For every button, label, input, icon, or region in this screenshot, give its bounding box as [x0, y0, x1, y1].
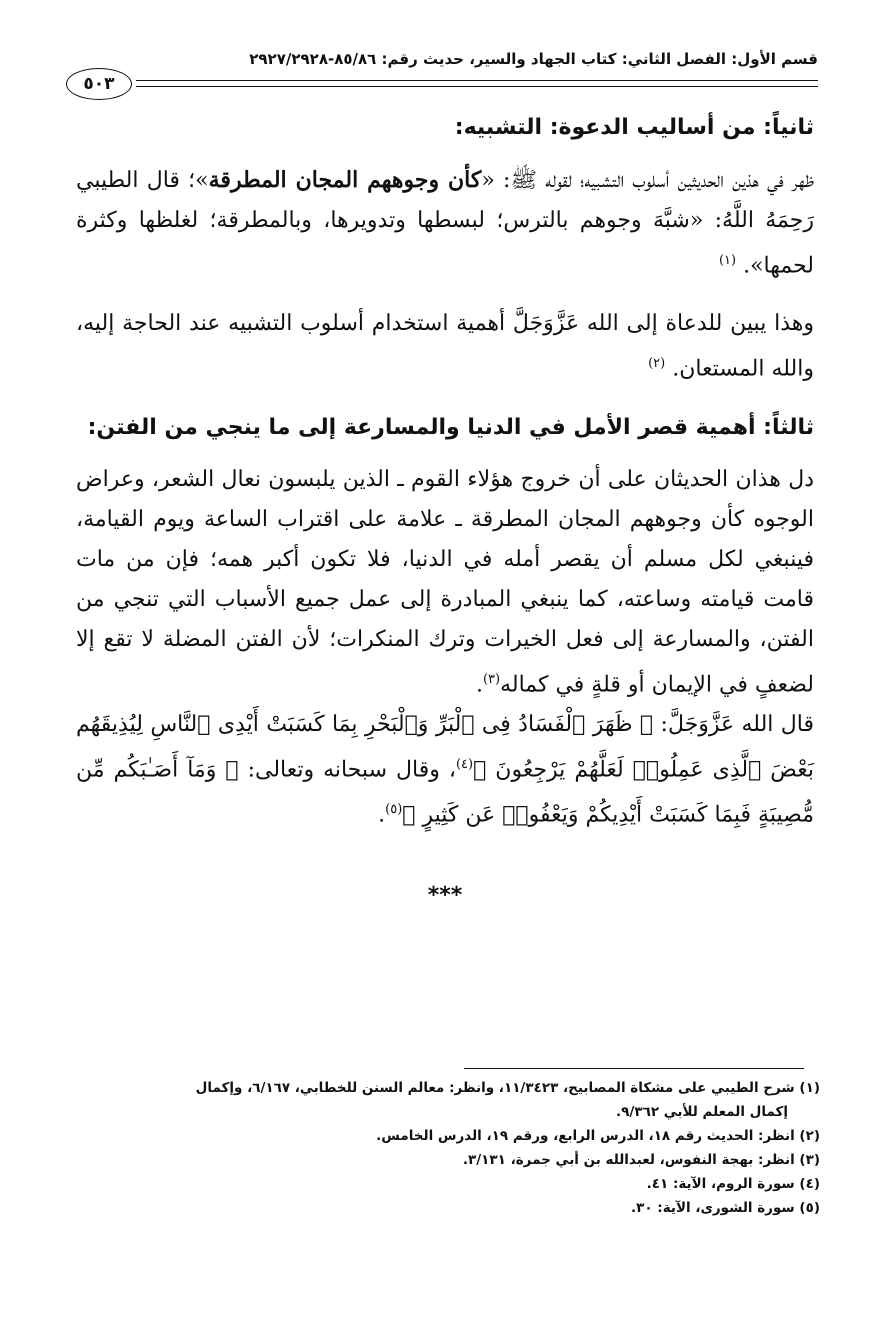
section2-paragraph-2 — [76, 304, 814, 389]
page-number: ٥٠٣ — [66, 68, 132, 100]
hadith-quote: كأن وجوههم المجان المطرقة — [208, 167, 482, 193]
footnote-text: انظر: الحديث رقم ١٨، الدرس الرابع، ورقم ١٩، الدرس الخامس. — [376, 1128, 795, 1144]
header-rule — [136, 80, 818, 81]
header-rule-double — [136, 86, 818, 87]
p2-text: وهذا يبين للدعاة إلى الله عَزَّوَجَلَّ أهمية استخدام أسلوب التشبيه عند الحاجة إليه، والله المستعان. — [76, 311, 814, 382]
p1-text-b: »؛ قال الطيبي رَحِمَهُ اللَّهُ: «شبَّهَ وجوهم بالترس؛ لبسطها وتدويرها، وبالمطرقة؛ لغلظها وكثرة لحمها». — [76, 168, 814, 279]
footnote-number: (١) — [799, 1080, 820, 1096]
footnote-1-continuation: إكمال المعلم للأبي ٩/٣٦٢. — [616, 1104, 788, 1120]
page-header — [66, 50, 818, 108]
section-heading-2: ثانياً: من أساليب الدعوة: التشبيه: — [454, 115, 814, 140]
section2-paragraph-1 — [76, 160, 814, 286]
footnote-ref-1[interactable]: (١) — [718, 253, 737, 268]
footnote-5 — [70, 1196, 820, 1220]
p1-text-a: ظهر في هذين الحديثين أسلوب التشبيه؛ لقوله ﷺ: « — [481, 168, 814, 193]
footnote-text: انظر: بهجة النفوس، لعبدالله بن أبي جمرة، ٣/١٣١. — [462, 1152, 795, 1168]
footnote-1 — [70, 1076, 820, 1100]
running-title: قسم الأول: الفصل الثاني: كتاب الجهاد والسير، حديث رقم: ٨٥/٨٦-٢٩٢٧/٢٩٢٨ — [249, 50, 818, 68]
footnote-text: سورة الشورى، الآية: ٣٠. — [630, 1200, 795, 1216]
footnote-rule — [464, 1068, 804, 1069]
quran-verse-2: ﴿ وَمَآ أَصَـٰبَكُم مِّن مُّصِيبَةٍ فَبِمَا كَسَبَتْ أَيْدِيكُمْ وَيَعْفُوا۟ عَن كَثِيرٍ ﴾ — [76, 757, 814, 828]
section3-paragraph-2: قال الله عَزَّوَجَلَّ: ﴿ ظَهَرَ ٱلْفَسَادُ فِى ٱلْبَرِّ وَٱلْبَحْرِ بِمَا كَسَبَتْ أَيْدِى ٱلنَّاسِ لِيُذِيقَهُم بَعْضَ ٱلَّذِى عَمِلُوا۟ لَعَلَّهُمْ يَرْجِعُونَ ﴾$^{(٤)}$، وقال سبحانه وتعالى: ﴿ وَمَآ أَصَـٰبَكُم مِّن مُّصِيبَةٍ فَبِمَا كَسَبَتْ أَيْدِيكُمْ وَيَعْفُوا۟ عَن كَثِيرٍ ﴾$^{(٥)}$. — [76, 711, 815, 828]
section3-paragraph-1: دل هذان الحديثان على أن خروج هؤلاء القوم ـ الذين يلبسون نعال الشعر، وعراض الوجوه كأن وجوههم المجان المطرقة ـ علامة على اقتراب الساعة ويوم القيامة، فينبغي لكل مسلم أن يقصر أمله في الدنيا، فلا تكون أكبر همه؛ فإن من مات قامت قيامته وساعته، كما ينبغي المبادرة إلى عمل جميع الأسباب التي تنجي من الفتن، والمسارعة إلى فعل الخيرات وترك المنكرات؛ لأن الفتن المضلة لا تقع إلا لضعفٍ في الإيمان أو قلةٍ في كماله$^{(٣)}$. — [76, 466, 814, 697]
footnote-ref-5[interactable]: (٥) — [385, 802, 403, 818]
footnote-number: (٥) — [799, 1200, 820, 1216]
footnote-4 — [70, 1172, 820, 1196]
footnote-ref-4[interactable]: (٤) — [455, 756, 474, 772]
footnote-number: (٤) — [799, 1176, 820, 1192]
footnote-3 — [70, 1148, 820, 1172]
footnote-number: (٢) — [799, 1128, 820, 1144]
footnote-text: شرح الطيبي على مشكاة المصابيح، ١١/٣٤٢٣، وانظر: معالم السنن للخطابي، ٦/١٦٧، وإكمال — [195, 1080, 795, 1096]
footnote-text: سورة الروم، الآية: ٤١. — [646, 1176, 795, 1192]
page-body — [76, 108, 814, 916]
footnotes — [70, 1076, 820, 1220]
quran-verse-1: ﴿ ظَهَرَ ٱلْفَسَادُ فِى ٱلْبَرِّ وَٱلْبَحْرِ بِمَا كَسَبَتْ أَيْدِى ٱلنَّاسِ لِيُذِيقَهُم بَعْضَ ٱلَّذِى عَمِلُوا۟ لَعَلَّهُمْ يَرْجِعُونَ ﴾ — [76, 711, 814, 783]
footnote-ref-3[interactable]: (٣) — [482, 671, 501, 687]
s3-p2-text-a: قال الله عَزَّوَجَلَّ: — [653, 711, 815, 737]
s3-p1-text: دل هذان الحديثان على أن خروج هؤلاء القوم ـ الذين يلبسون نعال الشعر، وعراض الوجوه كأن وجوههم المجان المطرقة ـ علامة على اقتراب الساعة ويوم القيامة، فينبغي لكل مسلم أن يقصر أمله في الدنيا، فلا تكون أكبر همه؛ فإن من مات قامت قيامته وساعته، كما ينبغي المبادرة إلى عمل جميع الأسباب التي تنجي من الفتن، والمسارعة إلى فعل الخيرات وترك المنكرات؛ لأن الفتن المضلة لا تقع إلا لضعفٍ في الإيمان أو قلةٍ في كماله — [76, 466, 814, 697]
footnote-2 — [70, 1124, 820, 1148]
s3-p2-text-b: ، وقال سبحانه وتعالى: — [238, 757, 456, 783]
footnote-number: (٣) — [799, 1152, 820, 1168]
footnote-ref-2[interactable]: (٢) — [648, 356, 666, 372]
section-separator: *** — [427, 882, 463, 908]
section-heading-3: ثالثاً: أهمية قصر الأمل في الدنيا والمسارعة إلى ما ينجي من الفتن: — [87, 414, 814, 440]
